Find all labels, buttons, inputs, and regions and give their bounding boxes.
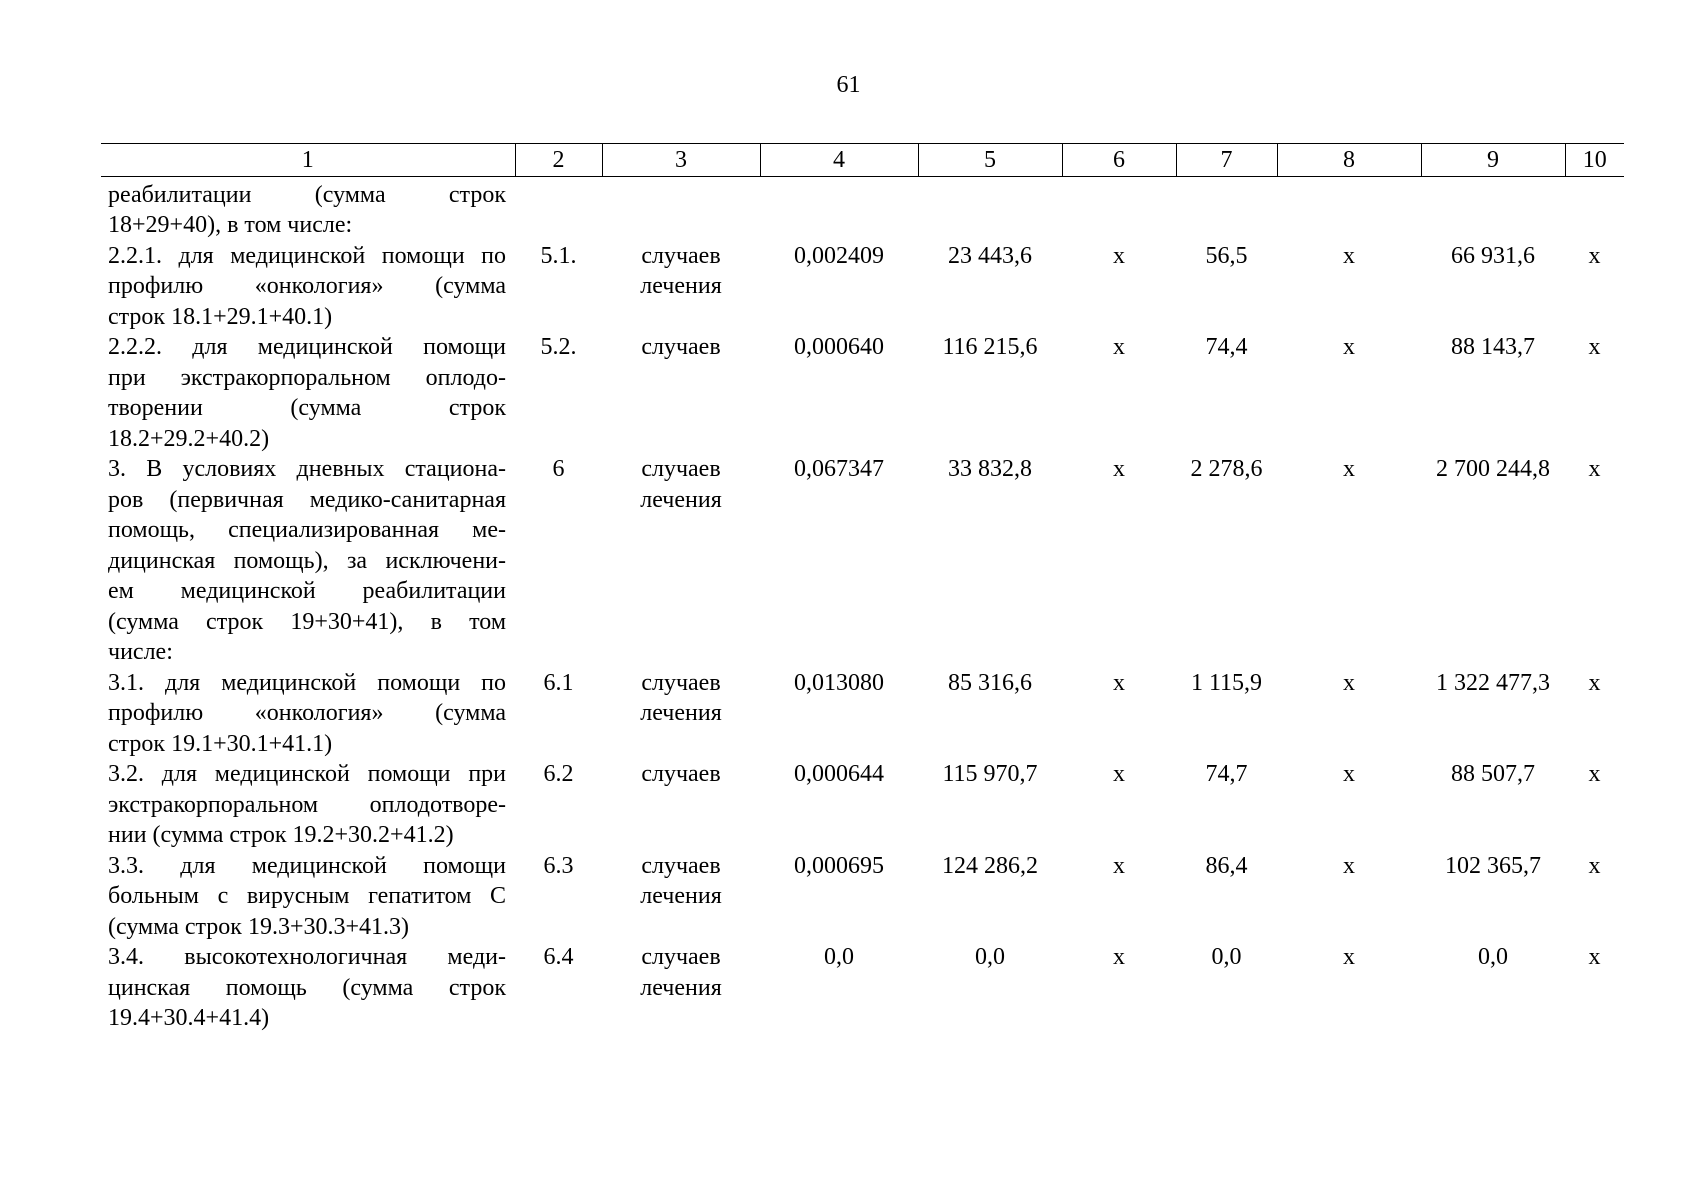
col6-cell: х xyxy=(1113,852,1125,879)
col6-cell: х xyxy=(1113,456,1125,482)
cost-cell: 116 215,6 xyxy=(942,334,1038,360)
column-header: 10 xyxy=(1565,144,1624,177)
col8-cell: х xyxy=(1343,242,1355,269)
table-body xyxy=(101,176,1624,1034)
description-line: 18.2+29.2+40.2) xyxy=(108,425,270,452)
row-description-cell xyxy=(101,241,515,333)
column-header: 1 xyxy=(101,144,515,177)
col7-cell: 74,4 xyxy=(1205,334,1248,360)
col9-cell: 102 365,7 xyxy=(1445,852,1541,879)
col10-cell: х xyxy=(1588,334,1601,360)
col6-cell: х xyxy=(1113,944,1125,970)
col7-cell: 0,0 xyxy=(1211,944,1242,970)
row-number-cell xyxy=(515,176,602,241)
col8-cell: х xyxy=(1343,852,1355,879)
cost-cell: 85 316,6 xyxy=(948,669,1032,696)
column-header: 5 xyxy=(918,144,1062,177)
col9-cell: 88 143,7 xyxy=(1451,334,1535,360)
description-line: помощь, специализированная ме- xyxy=(108,517,506,543)
norm-cell: 0,000640 xyxy=(794,334,884,360)
col9-cell: 2 700 244,8 xyxy=(1436,456,1550,482)
column-header: 6 xyxy=(1062,144,1176,177)
row-number-cell: 6.4 xyxy=(543,944,574,970)
cost-cell: 33 832,8 xyxy=(948,456,1032,482)
col9-cell: 1 322 477,3 xyxy=(1436,669,1550,696)
col8-cell: х xyxy=(1343,669,1355,696)
description-line: профилю «онкология» (сумма xyxy=(108,700,506,726)
description-line: (сумма строк 19.3+30.3+41.3) xyxy=(108,913,410,940)
description-line: 3.3. для медицинской помощи xyxy=(108,852,506,879)
description-line: строк 18.1+29.1+40.1) xyxy=(108,303,333,330)
cost-cell xyxy=(918,176,1062,241)
description-line: строк 19.1+30.1+41.1) xyxy=(108,730,333,757)
row-description-cell xyxy=(101,176,515,241)
row-number-cell: 5.1. xyxy=(540,242,577,269)
unit-cell: случаев лечения xyxy=(640,944,722,1001)
row-description-cell xyxy=(101,668,515,760)
col9-cell: 88 507,7 xyxy=(1451,761,1535,787)
col6-cell: х xyxy=(1113,334,1125,360)
column-header: 9 xyxy=(1421,144,1565,177)
norm-cell: 0,000695 xyxy=(794,852,884,879)
description-line: экстракорпоральном оплодотворе- xyxy=(108,791,506,818)
description-line: нии (сумма строк 19.2+30.2+41.2) xyxy=(108,822,454,848)
col8-cell xyxy=(1277,176,1421,241)
table-row xyxy=(101,668,1624,760)
norm-cell: 0,013080 xyxy=(794,669,884,696)
column-header: 2 xyxy=(515,144,602,177)
col10-cell: х xyxy=(1588,761,1601,787)
column-header: 7 xyxy=(1176,144,1277,177)
col10-cell xyxy=(1565,176,1624,241)
unit-cell xyxy=(602,176,760,241)
column-header: 4 xyxy=(760,144,918,177)
cost-cell: 115 970,7 xyxy=(942,761,1038,787)
data-table xyxy=(101,143,1624,1034)
row-number-cell: 6.1 xyxy=(543,669,574,696)
table-row xyxy=(101,241,1624,333)
description-line: профилю «онкология» (сумма xyxy=(108,273,506,299)
description-line: при экстракорпоральном оплодо- xyxy=(108,364,506,391)
col10-cell: х xyxy=(1588,242,1601,269)
cost-cell: 0,0 xyxy=(975,944,1005,970)
unit-cell: случаев лечения xyxy=(640,242,722,299)
col7-cell: 86,4 xyxy=(1205,852,1248,879)
norm-cell: 0,002409 xyxy=(794,242,884,269)
col9-cell: 66 931,6 xyxy=(1451,242,1535,269)
description-line: 19.4+30.4+41.4) xyxy=(108,1005,270,1031)
description-line: ем медицинской реабилитации xyxy=(108,578,506,604)
header-row xyxy=(101,144,1624,177)
col8-cell: х xyxy=(1343,761,1355,787)
description-line: 18+29+40), в том числе: xyxy=(108,212,353,238)
col6-cell: х xyxy=(1113,669,1125,696)
table-row xyxy=(101,176,1624,241)
description-line: цинская помощь (сумма строк xyxy=(108,974,506,1001)
col6-cell xyxy=(1062,176,1176,241)
description-line: 2.2.2. для медицинской помощи xyxy=(108,334,506,360)
col8-cell: х xyxy=(1343,456,1355,482)
description-line: (сумма строк 19+30+41), в том xyxy=(108,608,506,635)
col6-cell: х xyxy=(1113,242,1125,269)
table-row xyxy=(101,332,1624,454)
row-number-cell: 6 xyxy=(552,456,565,482)
unit-cell: случаев лечения xyxy=(640,669,722,726)
col8-cell: х xyxy=(1343,944,1355,970)
description-line: творении (сумма строк xyxy=(108,395,506,421)
description-line: ров (первичная медико-санитарная xyxy=(108,486,506,513)
description-line: реабилитации (сумма строк xyxy=(108,181,506,208)
row-description-cell xyxy=(101,851,515,943)
table-row xyxy=(101,454,1624,668)
col9-cell xyxy=(1421,176,1565,241)
description-line: дицинская помощь), за исключени- xyxy=(108,547,506,574)
unit-cell: случаев лечения xyxy=(640,456,722,513)
description-line: числе: xyxy=(108,639,173,665)
description-line: 3. В условиях дневных стациона- xyxy=(108,456,506,482)
row-number-cell: 6.3 xyxy=(543,852,574,879)
description-line: 3.4. высокотехнологичная меди- xyxy=(108,944,506,970)
row-number-cell: 6.2 xyxy=(543,761,574,787)
col7-cell: 74,7 xyxy=(1205,761,1248,787)
row-description-cell xyxy=(101,759,515,851)
description-line: 2.2.1. для медицинской помощи по xyxy=(108,242,506,269)
cost-cell: 124 286,2 xyxy=(942,852,1038,879)
table-row xyxy=(101,942,1624,1034)
table-row xyxy=(101,759,1624,851)
description-line: больным с вирусным гепатитом С xyxy=(108,883,506,909)
norm-cell: 0,000644 xyxy=(794,761,884,787)
column-header: 8 xyxy=(1277,144,1421,177)
norm-cell xyxy=(760,176,918,241)
col7-cell: 2 278,6 xyxy=(1190,456,1263,482)
col10-cell: х xyxy=(1588,669,1601,696)
col7-cell: 1 115,9 xyxy=(1190,669,1263,696)
col10-cell: х xyxy=(1588,456,1601,482)
norm-cell: 0,0 xyxy=(824,944,854,970)
unit-cell: случаев xyxy=(641,761,721,787)
row-number-cell: 5.2. xyxy=(540,334,577,360)
unit-cell: случаев лечения xyxy=(640,852,722,909)
cost-cell: 23 443,6 xyxy=(948,242,1032,269)
col6-cell: х xyxy=(1113,761,1125,787)
col10-cell: х xyxy=(1588,944,1601,970)
page-number: 61 xyxy=(836,72,861,98)
row-description-cell xyxy=(101,332,515,454)
unit-cell: случаев xyxy=(641,334,721,360)
row-description-cell xyxy=(101,942,515,1034)
table-row xyxy=(101,851,1624,943)
col8-cell: х xyxy=(1343,334,1355,360)
norm-cell: 0,067347 xyxy=(794,456,884,482)
description-line: 3.1. для медицинской помощи по xyxy=(108,669,506,696)
description-line: 3.2. для медицинской помощи при xyxy=(108,761,506,787)
col10-cell: х xyxy=(1588,852,1601,879)
col7-cell xyxy=(1176,176,1277,241)
column-header: 3 xyxy=(602,144,760,177)
col9-cell: 0,0 xyxy=(1478,944,1508,970)
row-description-cell xyxy=(101,454,515,668)
col7-cell: 56,5 xyxy=(1205,242,1248,269)
